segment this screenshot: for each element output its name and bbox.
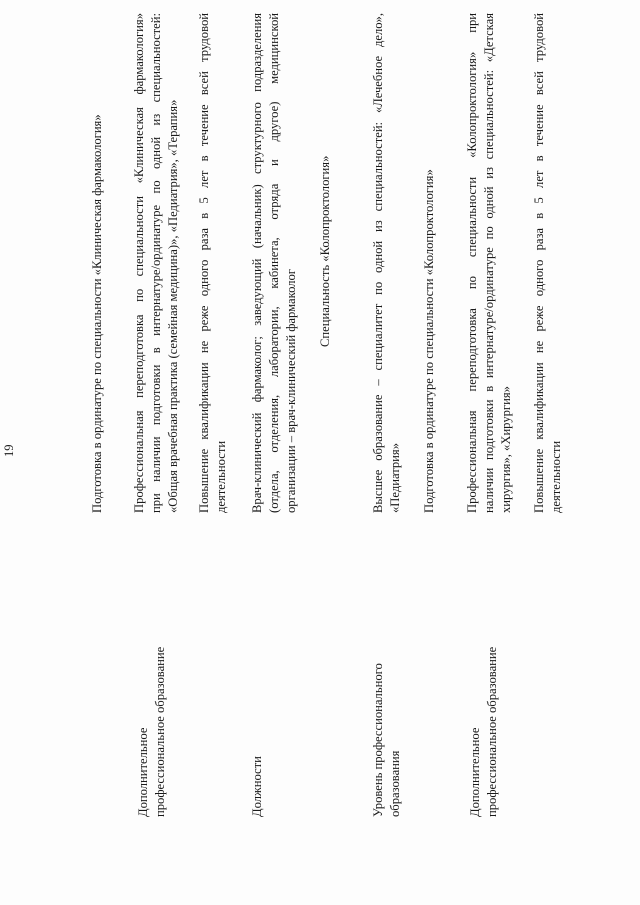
paragraph-line: Подготовка в ординатуре по специальности «Колопроктология» [422, 169, 436, 513]
row-label-line: образования [388, 750, 402, 817]
paragraph-line: организации – врач-клинический фармаколог [284, 269, 298, 513]
paragraph-line: (отдела, отделения, лаборатории, кабинета, отряда и другое) медицинской [267, 13, 281, 513]
paragraph-line: деятельности [214, 440, 228, 513]
row-label-line: Дополнительное [468, 727, 482, 817]
paragraph-line: Повышение квалификации не реже одного раза в 5 лет в течение всей трудовой [532, 13, 546, 513]
paragraph-line: Профессиональная переподготовка по специальности «Колопроктология» при [465, 13, 479, 513]
paragraph-line: деятельности [549, 440, 563, 513]
paragraph-line: при наличии подготовки в интернатуре/ординатуре по одной из специальностей: [149, 13, 163, 513]
row-label-line: профессиональное образование [485, 646, 499, 817]
paragraph-line: «Педиатрия» [388, 442, 402, 513]
paragraph-line: Профессиональная переподготовка по специальности «Клиническая фармакология» [132, 13, 146, 513]
section-heading: Специальность «Колопроктология» [318, 155, 332, 347]
paragraph-line: Подготовка в ординатуре по специальности «Клиническая фармакология» [90, 114, 104, 513]
paragraph-line: Повышение квалификации не реже одного раза в 5 лет в течение всей трудовой [197, 13, 211, 513]
paragraph-line: Врач-клинический фармаколог; заведующий (начальник) структурного подразделения [250, 13, 264, 513]
page-number: 19 [2, 444, 16, 457]
row-label-line: Уровень профессионального [371, 663, 385, 817]
row-label-line: Дополнительное [136, 727, 150, 817]
paragraph-line: хирургия», «Хирургия» [499, 386, 513, 513]
row-label-line: профессиональное образование [153, 646, 167, 817]
paragraph-line: Высшее образование – специалитет по одной из специальностей: «Лечебное дело», [371, 13, 385, 513]
row-label-line: Должности [250, 756, 264, 817]
paragraph-line: «Общая врачебная практика (семейная медицина)», «Педиатрия», «Терапия» [166, 99, 180, 513]
paragraph-line: наличии подготовки в интернатуре/ординатуре по одной из специальностей: «Детская [482, 13, 496, 513]
